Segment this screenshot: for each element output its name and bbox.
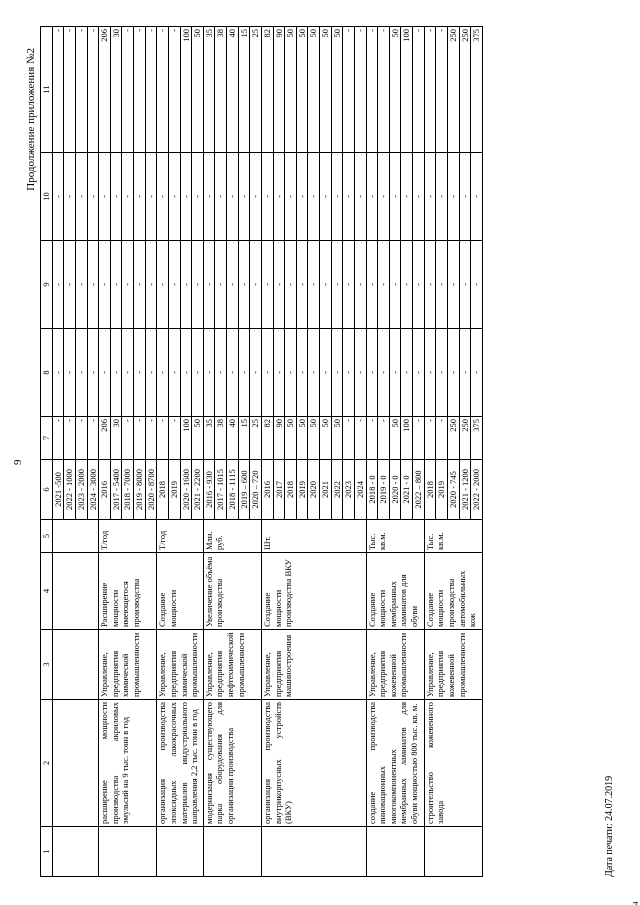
value-cell-10: -: [52, 153, 64, 241]
value-cell-9: -: [87, 241, 99, 329]
value-cell-11: 50: [285, 27, 297, 153]
value-cell-10: -: [413, 153, 425, 241]
value-cell-10: -: [285, 153, 297, 241]
value-cell-9: -: [401, 241, 413, 329]
value-cell-9: -: [261, 241, 273, 329]
value-cell-11: 40: [227, 27, 239, 153]
value-cell-7: -: [87, 417, 99, 460]
value-cell-7: -: [122, 417, 134, 460]
value-cell-8: -: [424, 329, 436, 417]
value-cell-7: -: [354, 417, 366, 460]
value-cell-9: -: [447, 241, 459, 329]
value-cell-11: 100: [401, 27, 413, 153]
value-cell-11: -: [366, 27, 378, 153]
value-cell-6: 2021: [320, 460, 332, 520]
value-cell-8: -: [122, 329, 134, 417]
value-cell-10: -: [389, 153, 401, 241]
value-cell-8: -: [401, 329, 413, 417]
value-cell-9: -: [285, 241, 297, 329]
value-cell-10: -: [471, 153, 483, 241]
value-cell-11: 100: [180, 27, 192, 153]
value-cell-6: 2020 - 0: [389, 460, 401, 520]
value-cell-9: -: [366, 241, 378, 329]
value-cell-9: -: [192, 241, 204, 329]
column-number: 5: [41, 520, 53, 553]
indicator-cell: Создание мощности производства ВКУ: [261, 553, 366, 630]
value-cell-6: 2018 - 0: [366, 460, 378, 520]
table-row: [366, 27, 378, 877]
value-cell-8: -: [145, 329, 157, 417]
value-cell-8: -: [285, 329, 297, 417]
value-cell-11: 206: [99, 27, 111, 153]
value-cell-8: -: [436, 329, 448, 417]
value-cell-9: -: [227, 241, 239, 329]
measure-cell: строительство кожевенного завода: [424, 700, 482, 827]
column-number: 9: [41, 241, 53, 329]
value-cell-9: -: [122, 241, 134, 329]
value-cell-11: 30: [110, 27, 122, 153]
value-cell-7: -: [378, 417, 390, 460]
value-cell-6: 2016: [99, 460, 111, 520]
value-cell-10: -: [436, 153, 448, 241]
value-cell-7: 50: [285, 417, 297, 460]
value-cell-9: -: [471, 241, 483, 329]
value-cell-10: -: [424, 153, 436, 241]
executor-cell: Управление, предприятия химической промышленности: [157, 630, 204, 700]
value-cell-10: -: [308, 153, 320, 241]
value-cell-8: -: [296, 329, 308, 417]
value-cell-9: -: [238, 241, 250, 329]
value-cell-10: -: [459, 153, 471, 241]
unit-cell: Тыс. кв.м.: [366, 520, 424, 553]
value-cell-11: -: [168, 27, 180, 153]
value-cell-11: 250: [459, 27, 471, 153]
value-cell-6: 2017 - 1015: [215, 460, 227, 520]
row-number-cell: [261, 827, 366, 877]
value-cell-8: -: [134, 329, 146, 417]
value-cell-7: 50: [296, 417, 308, 460]
value-cell-11: -: [436, 27, 448, 153]
value-cell-10: -: [261, 153, 273, 241]
table-row: [424, 27, 436, 877]
value-cell-8: -: [215, 329, 227, 417]
value-cell-10: -: [203, 153, 215, 241]
value-cell-6: 2021 - 1200: [459, 460, 471, 520]
value-cell-10: -: [145, 153, 157, 241]
indicator-cell: Расширение мощности имеющегося производства: [99, 553, 157, 630]
value-cell-9: -: [64, 241, 76, 329]
value-cell-6: 2019: [436, 460, 448, 520]
value-cell-6: 2020 - 8700: [145, 460, 157, 520]
value-cell-8: -: [308, 329, 320, 417]
value-cell-7: -: [134, 417, 146, 460]
value-cell-10: -: [320, 153, 332, 241]
measure-cell: модернизация существующего парка оборудования для организации производства: [203, 700, 261, 827]
value-cell-9: -: [424, 241, 436, 329]
value-cell-6: 2017: [273, 460, 285, 520]
value-cell-6: 2019 – 600: [238, 460, 250, 520]
value-cell-7: -: [52, 417, 64, 460]
value-cell-11: 50: [331, 27, 343, 153]
value-cell-6: 2021 -500: [52, 460, 64, 520]
value-cell-9: -: [273, 241, 285, 329]
row-number-cell: [99, 827, 157, 877]
appendix-continuation-note: Продолжение приложения №2: [25, 48, 37, 191]
value-cell-6: 2016: [261, 460, 273, 520]
column-number: 6: [41, 460, 53, 520]
value-cell-9: -: [308, 241, 320, 329]
value-cell-9: -: [157, 241, 169, 329]
value-cell-7: -: [436, 417, 448, 460]
column-number: 1: [41, 827, 53, 877]
value-cell-9: -: [296, 241, 308, 329]
value-cell-6: 2017 - 5400: [110, 460, 122, 520]
value-cell-7: 100: [180, 417, 192, 460]
value-cell-10: -: [366, 153, 378, 241]
table-row: [157, 27, 169, 877]
value-cell-8: -: [203, 329, 215, 417]
value-cell-7: 50: [389, 417, 401, 460]
value-cell-6: 2019: [296, 460, 308, 520]
value-cell-9: -: [75, 241, 87, 329]
value-cell-9: -: [354, 241, 366, 329]
value-cell-10: -: [192, 153, 204, 241]
value-cell-9: -: [215, 241, 227, 329]
indicator-cell: Создание мощности производства автомобильных кож: [424, 553, 482, 630]
value-cell-7: -: [366, 417, 378, 460]
value-cell-7: 50: [308, 417, 320, 460]
value-cell-11: -: [343, 27, 355, 153]
value-cell-10: -: [447, 153, 459, 241]
value-cell-11: 25: [250, 27, 262, 153]
value-cell-8: -: [261, 329, 273, 417]
value-cell-10: -: [99, 153, 111, 241]
value-cell-11: 250: [447, 27, 459, 153]
value-cell-11: -: [378, 27, 390, 153]
value-cell-9: -: [331, 241, 343, 329]
value-cell-6: 2022 - 2000: [471, 460, 483, 520]
value-cell-11: 38: [215, 27, 227, 153]
value-cell-8: -: [273, 329, 285, 417]
value-cell-6: 2021 - 0: [401, 460, 413, 520]
column-number: 4: [41, 553, 53, 630]
value-cell-8: -: [192, 329, 204, 417]
value-cell-6: 2018: [285, 460, 297, 520]
value-cell-11: -: [354, 27, 366, 153]
value-cell-8: -: [331, 329, 343, 417]
value-cell-8: -: [320, 329, 332, 417]
value-cell-11: -: [52, 27, 64, 153]
value-cell-6: 2023 - 2000: [75, 460, 87, 520]
value-cell-8: -: [459, 329, 471, 417]
value-cell-10: -: [343, 153, 355, 241]
value-cell-10: -: [75, 153, 87, 241]
measure-cell: создание производства инновационных многокомпонентных мембранных ламинатов для обуви мощностью 800 тыс. кв. м.: [366, 700, 424, 827]
value-cell-9: -: [52, 241, 64, 329]
value-cell-11: -: [134, 27, 146, 153]
print-date: Дата печати: 24.07.2019: [604, 775, 615, 877]
value-cell-10: -: [238, 153, 250, 241]
value-cell-10: -: [87, 153, 99, 241]
value-cell-11: 50: [389, 27, 401, 153]
empty-cell: [52, 700, 99, 827]
value-cell-8: -: [180, 329, 192, 417]
value-cell-6: 2018 - 7000: [122, 460, 134, 520]
row-number-cell: [157, 827, 204, 877]
value-cell-8: -: [250, 329, 262, 417]
value-cell-6: 2020 – 720: [250, 460, 262, 520]
value-cell-6: 2020 - 1600: [180, 460, 192, 520]
value-cell-7: 375: [471, 417, 483, 460]
value-cell-8: -: [64, 329, 76, 417]
value-cell-7: -: [168, 417, 180, 460]
value-cell-8: -: [99, 329, 111, 417]
value-cell-7: -: [413, 417, 425, 460]
executor-cell: Управление, предприятия нефтехимической промышленности: [203, 630, 261, 700]
unit-cell: Шт.: [261, 520, 366, 553]
empty-cell: [52, 827, 99, 877]
row-number-cell: [424, 827, 482, 877]
measure-cell: организация производства эпоксидных лакокрасочных материалов индустриального направления 2,2 тыс. тонн в год: [157, 700, 204, 827]
value-cell-10: -: [401, 153, 413, 241]
value-cell-10: -: [378, 153, 390, 241]
value-cell-7: 250: [459, 417, 471, 460]
edge-mark: 4: [632, 901, 640, 905]
value-cell-10: -: [134, 153, 146, 241]
table-row: [261, 27, 273, 877]
empty-cell: [52, 553, 99, 630]
value-cell-8: -: [110, 329, 122, 417]
value-cell-8: -: [75, 329, 87, 417]
value-cell-9: -: [459, 241, 471, 329]
value-cell-10: -: [354, 153, 366, 241]
value-cell-11: 50: [308, 27, 320, 153]
value-cell-9: -: [320, 241, 332, 329]
column-number: 10: [41, 153, 53, 241]
value-cell-6: 2021 - 2200: [192, 460, 204, 520]
value-cell-7: 35: [203, 417, 215, 460]
value-cell-11: 375: [471, 27, 483, 153]
executor-cell: Управление, предприятия машиностроения: [261, 630, 366, 700]
value-cell-10: -: [110, 153, 122, 241]
value-cell-9: -: [180, 241, 192, 329]
value-cell-9: -: [378, 241, 390, 329]
value-cell-10: -: [157, 153, 169, 241]
value-cell-11: 82: [261, 27, 273, 153]
value-cell-8: -: [447, 329, 459, 417]
value-cell-8: -: [238, 329, 250, 417]
value-cell-6: 2016 - 930: [203, 460, 215, 520]
value-cell-9: -: [436, 241, 448, 329]
value-cell-9: -: [203, 241, 215, 329]
value-cell-11: -: [413, 27, 425, 153]
value-cell-7: -: [64, 417, 76, 460]
column-number: 11: [41, 27, 53, 153]
value-cell-6: 2022 – 800: [413, 460, 425, 520]
value-cell-9: -: [250, 241, 262, 329]
value-cell-11: -: [75, 27, 87, 153]
value-cell-7: -: [75, 417, 87, 460]
value-cell-7: 206: [99, 417, 111, 460]
indicator-cell: Создание мощности: [157, 553, 204, 630]
value-cell-7: 50: [320, 417, 332, 460]
value-cell-11: 35: [203, 27, 215, 153]
empty-cell: [52, 630, 99, 700]
value-cell-8: -: [471, 329, 483, 417]
value-cell-11: 50: [296, 27, 308, 153]
value-cell-6: 2022 - 1000: [64, 460, 76, 520]
value-cell-11: -: [145, 27, 157, 153]
value-cell-8: -: [87, 329, 99, 417]
value-cell-7: -: [145, 417, 157, 460]
value-cell-6: 2024 - 3000: [87, 460, 99, 520]
unit-cell: Т/год: [99, 520, 157, 553]
value-cell-11: -: [64, 27, 76, 153]
value-cell-7: 50: [331, 417, 343, 460]
appendix-table: [40, 26, 483, 877]
executor-cell: Управление, предприятия кожевенной промышленности: [366, 630, 424, 700]
table-row: [52, 27, 64, 877]
value-cell-6: 2018: [157, 460, 169, 520]
value-cell-6: 2018 - 1115: [227, 460, 239, 520]
value-cell-7: 100: [401, 417, 413, 460]
column-numbers-row: [41, 27, 53, 877]
value-cell-7: 50: [192, 417, 204, 460]
value-cell-9: -: [110, 241, 122, 329]
value-cell-8: -: [52, 329, 64, 417]
value-cell-7: 250: [447, 417, 459, 460]
measure-cell: расширение мощности производства акриловых эмульсий на 9 тыс. тонн в год: [99, 700, 157, 827]
value-cell-10: -: [64, 153, 76, 241]
value-cell-11: 50: [320, 27, 332, 153]
value-cell-10: -: [215, 153, 227, 241]
value-cell-8: -: [157, 329, 169, 417]
value-cell-6: 2019 - 8000: [134, 460, 146, 520]
value-cell-11: -: [122, 27, 134, 153]
table-row: [203, 27, 215, 877]
value-cell-9: -: [168, 241, 180, 329]
value-cell-10: -: [331, 153, 343, 241]
table-row: [99, 27, 111, 877]
value-cell-9: -: [389, 241, 401, 329]
value-cell-10: -: [250, 153, 262, 241]
value-cell-9: -: [145, 241, 157, 329]
value-cell-9: -: [413, 241, 425, 329]
value-cell-6: 2020 - 745: [447, 460, 459, 520]
value-cell-8: -: [168, 329, 180, 417]
value-cell-8: -: [343, 329, 355, 417]
value-cell-10: -: [168, 153, 180, 241]
executor-cell: Управление, предприятия кожевенной промышленности: [424, 630, 482, 700]
value-cell-10: -: [296, 153, 308, 241]
column-number: 8: [41, 329, 53, 417]
executor-cell: Управление, предприятия химической промышленности: [99, 630, 157, 700]
value-cell-10: -: [227, 153, 239, 241]
unit-cell: Тыс. кв.м.: [424, 520, 482, 553]
value-cell-6: 2018: [424, 460, 436, 520]
value-cell-8: -: [366, 329, 378, 417]
value-cell-6: 2020: [308, 460, 320, 520]
value-cell-7: 15: [238, 417, 250, 460]
value-cell-11: -: [424, 27, 436, 153]
value-cell-7: 30: [110, 417, 122, 460]
value-cell-8: -: [413, 329, 425, 417]
value-cell-11: -: [87, 27, 99, 153]
unit-cell: Т/год: [157, 520, 204, 553]
value-cell-6: 2023: [343, 460, 355, 520]
value-cell-11: 90: [273, 27, 285, 153]
empty-cell: [52, 520, 99, 553]
value-cell-6: 2019 - 0: [378, 460, 390, 520]
value-cell-10: -: [273, 153, 285, 241]
value-cell-7: -: [343, 417, 355, 460]
value-cell-7: 82: [261, 417, 273, 460]
indicator-cell: Увеличение объёма производства: [203, 553, 261, 630]
value-cell-7: -: [157, 417, 169, 460]
column-number: 3: [41, 630, 53, 700]
value-cell-9: -: [134, 241, 146, 329]
value-cell-8: -: [378, 329, 390, 417]
column-number: 2: [41, 700, 53, 827]
value-cell-8: -: [354, 329, 366, 417]
value-cell-11: -: [157, 27, 169, 153]
value-cell-6: 2022: [331, 460, 343, 520]
indicator-cell: Создание мощности мембранных ламинатов для обуви: [366, 553, 424, 630]
value-cell-7: -: [424, 417, 436, 460]
table-body: [52, 27, 482, 877]
value-cell-7: 90: [273, 417, 285, 460]
value-cell-6: 2024: [354, 460, 366, 520]
row-number-cell: [366, 827, 424, 877]
value-cell-10: -: [122, 153, 134, 241]
column-number: 7: [41, 417, 53, 460]
value-cell-7: 25: [250, 417, 262, 460]
value-cell-11: 15: [238, 27, 250, 153]
value-cell-7: 40: [227, 417, 239, 460]
value-cell-10: -: [180, 153, 192, 241]
value-cell-8: -: [389, 329, 401, 417]
value-cell-6: 2019: [168, 460, 180, 520]
value-cell-9: -: [343, 241, 355, 329]
row-number-cell: [203, 827, 261, 877]
page-number: 9: [12, 459, 24, 465]
value-cell-8: -: [227, 329, 239, 417]
value-cell-7: 38: [215, 417, 227, 460]
measure-cell: организация производства внутрикорпусных устройств (ВКУ): [261, 700, 366, 827]
value-cell-9: -: [99, 241, 111, 329]
unit-cell: Млн. руб.: [203, 520, 261, 553]
value-cell-11: 50: [192, 27, 204, 153]
